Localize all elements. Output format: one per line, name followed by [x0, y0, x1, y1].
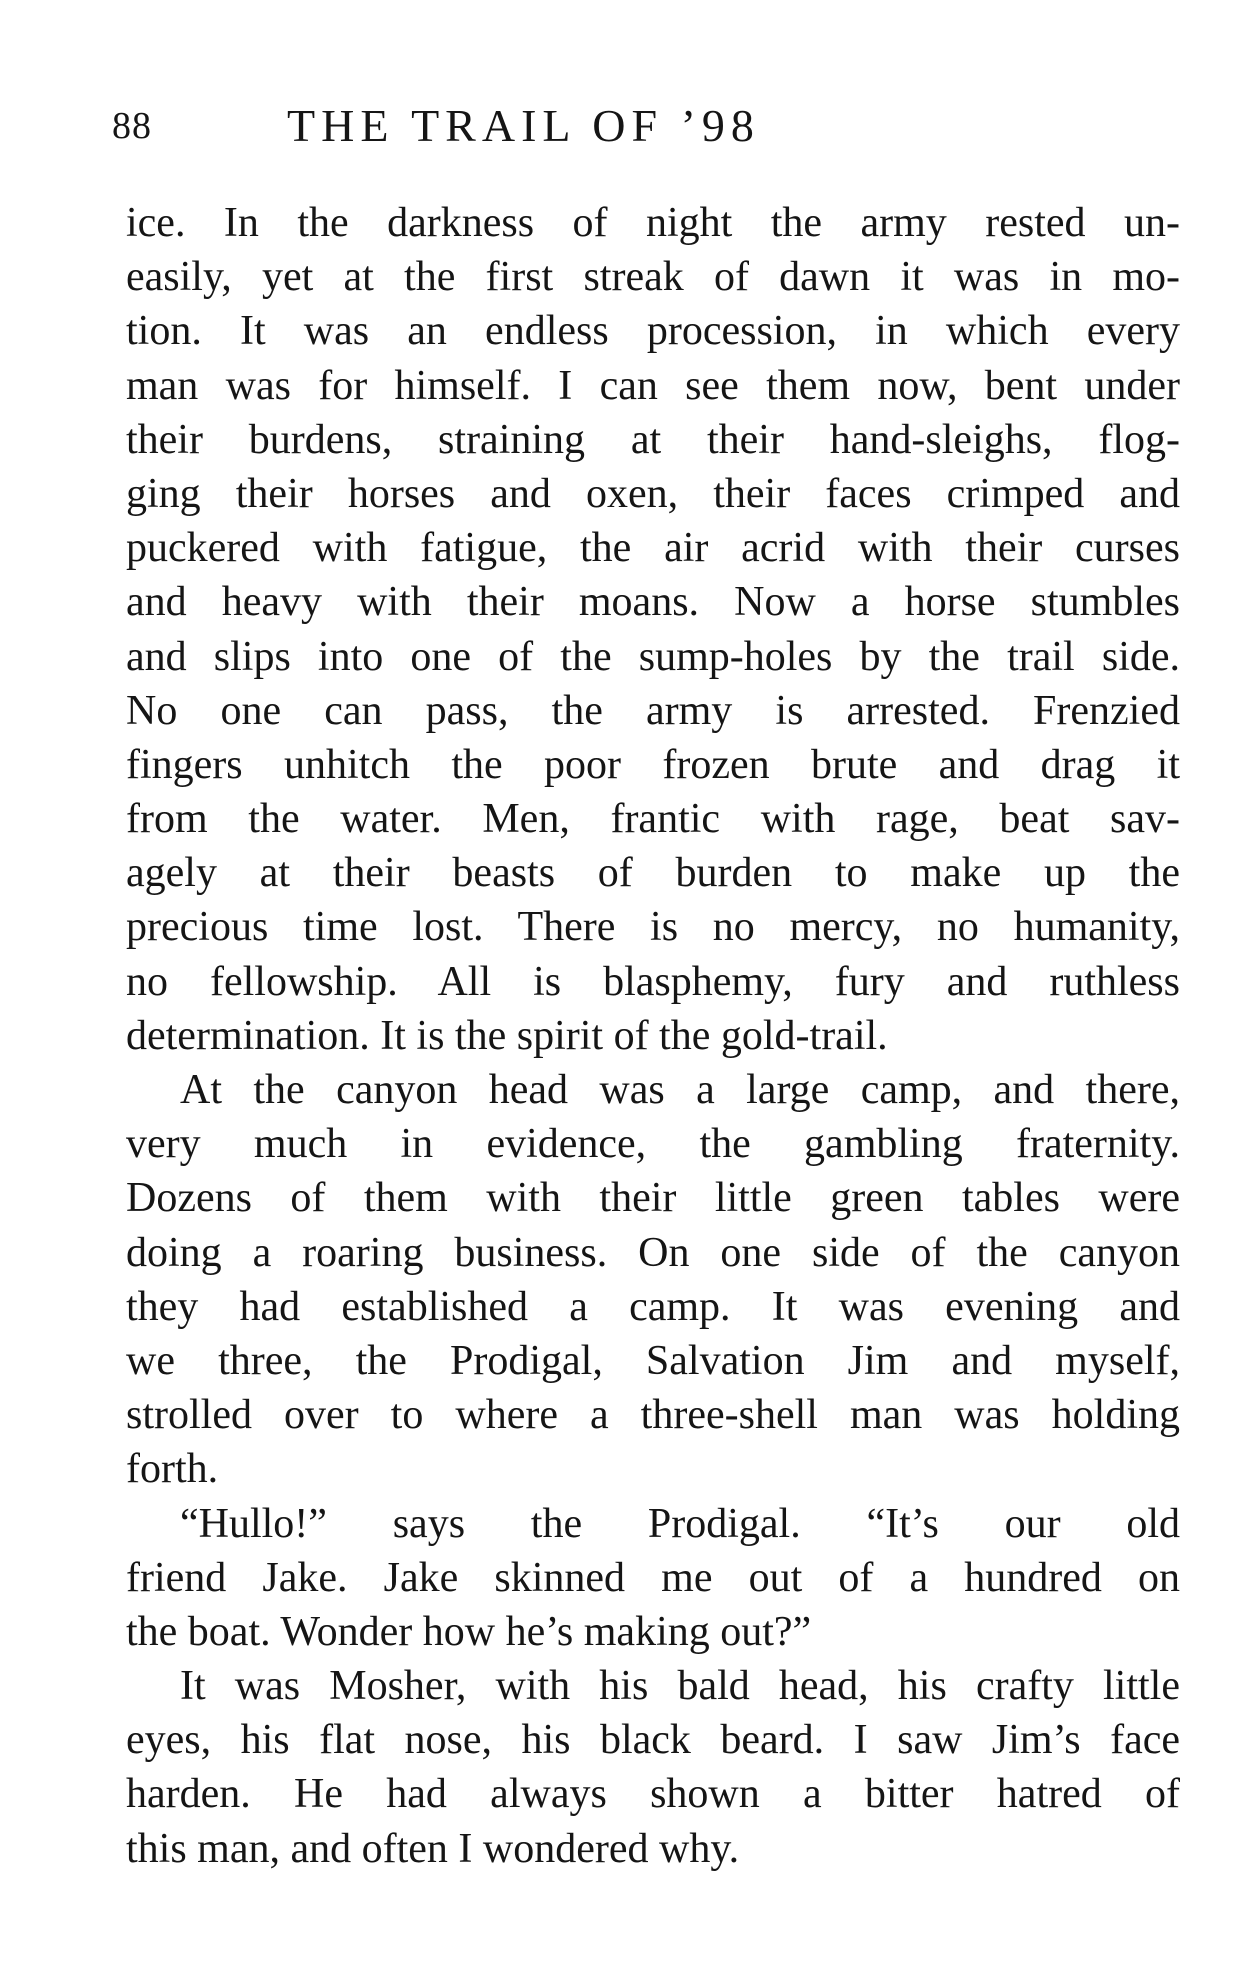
text-line: eyes, his flat nose, his black beard. I saw Jim’s face	[126, 1717, 1180, 1764]
text-line: ging their horses and oxen, their faces crimped and	[126, 470, 1180, 517]
text-line: this man, and often I wondered why.	[126, 1825, 740, 1872]
text-line: tion. It was an endless procession, in which every	[126, 308, 1180, 355]
paragraph-first-line: At the canyon head was a large camp, and there,	[180, 1067, 1180, 1113]
text-line: doing a roaring business. On one side of the canyon	[126, 1229, 1180, 1276]
text-line: precious time lost. There is no mercy, no humanity,	[126, 904, 1180, 951]
text-line: harden. He had always shown a bitter hatred of	[126, 1771, 1180, 1818]
text-line: Dozens of them with their little green tables were	[126, 1175, 1180, 1222]
text-line: man was for himself. I can see them now, bent under	[126, 362, 1180, 409]
text-line: determination. It is the spirit of the gold-trail.	[126, 1012, 888, 1059]
body-text	[126, 196, 1180, 1876]
page-number: 88	[112, 105, 152, 147]
text-line: and slips into one of the sump-holes by the trail side.	[126, 633, 1180, 680]
text-line: No one can pass, the army is arrested. Frenzied	[126, 687, 1180, 734]
text-line: very much in evidence, the gambling fraternity.	[126, 1121, 1180, 1168]
paragraph-first-line: “Hullo!” says the Prodigal. “It’s our old	[180, 1500, 1180, 1547]
text-line: strolled over to where a three-shell man was holding	[126, 1392, 1180, 1439]
text-line: their burdens, straining at their hand-sleighs, flog-	[126, 416, 1180, 463]
text-line: puckered with fatigue, the air acrid with their curses	[126, 525, 1180, 572]
text-line: friend Jake. Jake skinned me out of a hundred on	[126, 1554, 1180, 1601]
page-header	[112, 96, 952, 156]
text-line: they had established a camp. It was evening and	[126, 1283, 1180, 1330]
text-line: we three, the Prodigal, Salvation Jim and myself,	[126, 1337, 1180, 1384]
text-line: fingers unhitch the poor frozen brute and drag it	[126, 741, 1180, 788]
text-line: forth.	[126, 1446, 219, 1493]
text-line: and heavy with their moans. Now a horse stumbles	[126, 579, 1180, 626]
text-line: no fellowship. All is blasphemy, fury and ruthless	[126, 958, 1180, 1005]
text-line: easily, yet at the first streak of dawn it was in mo-	[126, 254, 1180, 301]
text-line: from the water. Men, frantic with rage, beat sav-	[126, 796, 1180, 843]
text-line: ice. In the darkness of night the army rested un-	[126, 200, 1180, 246]
running-title: THE TRAIL OF ’98	[287, 100, 760, 151]
text-line: agely at their beasts of burden to make up the	[126, 850, 1180, 897]
paragraph-first-line: It was Mosher, with his bald head, his crafty little	[180, 1663, 1180, 1710]
text-line: the boat. Wonder how he’s making out?”	[126, 1608, 812, 1655]
